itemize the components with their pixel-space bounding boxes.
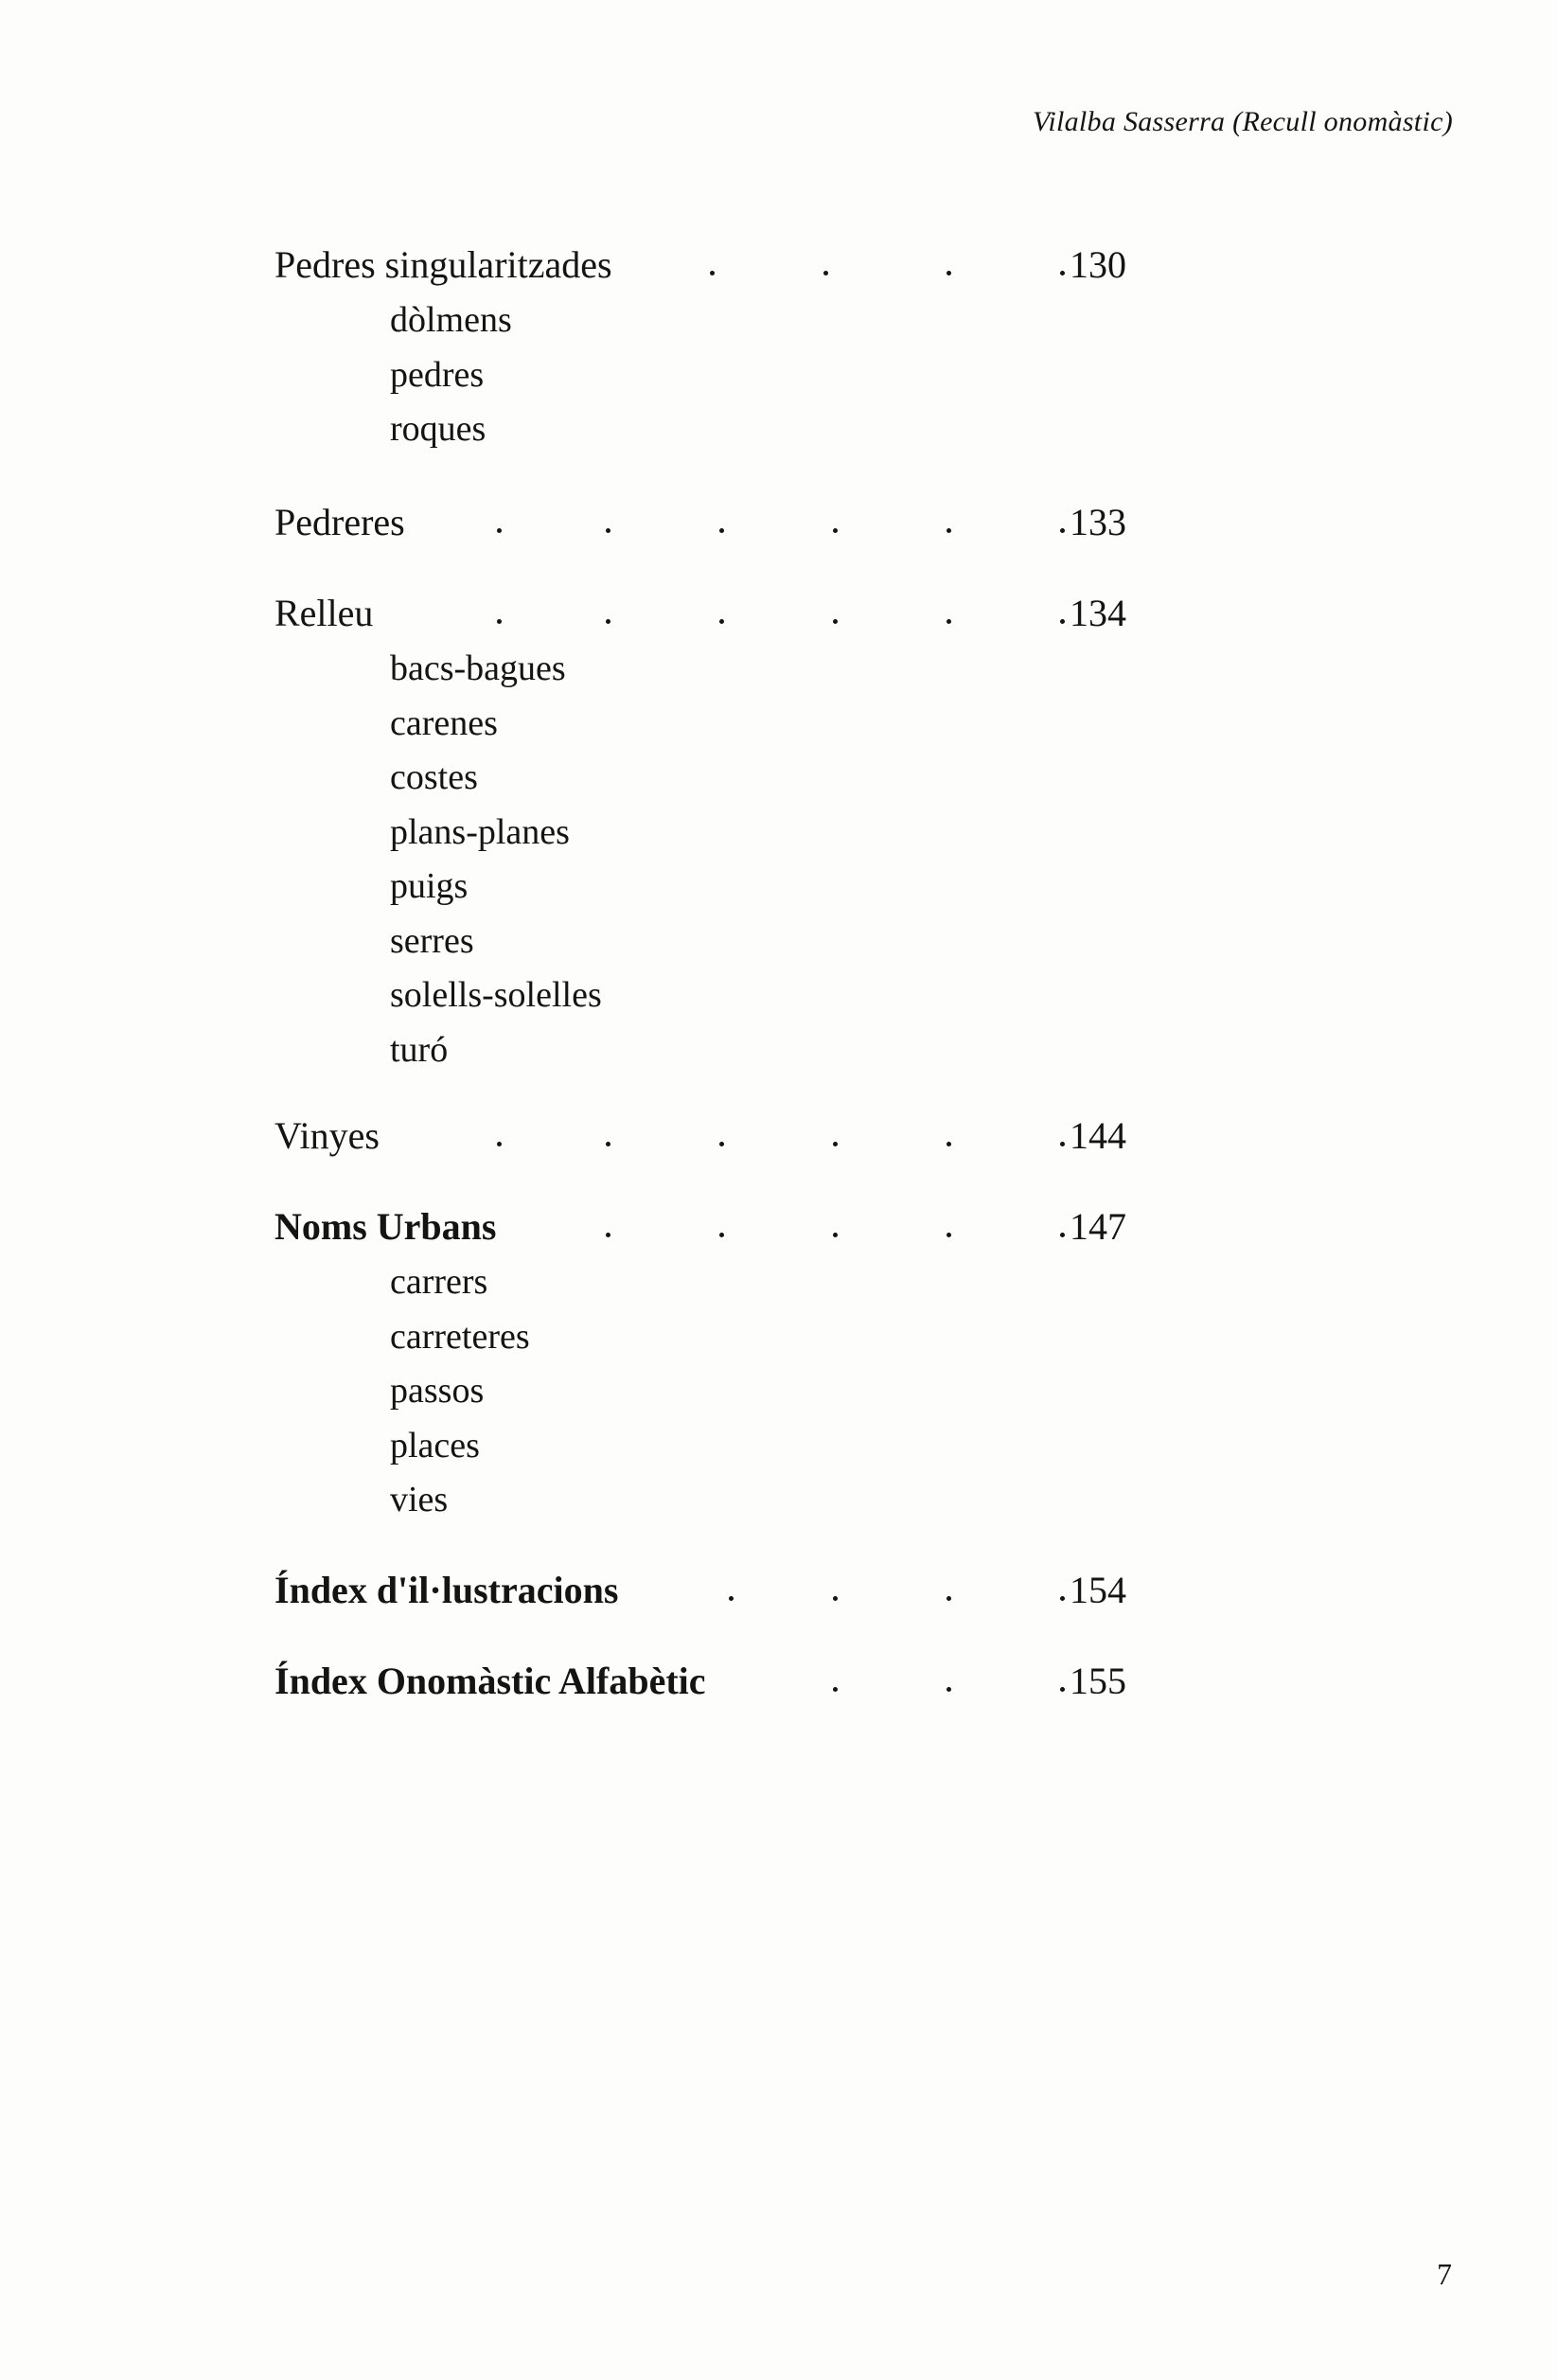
leader-dot — [1060, 271, 1065, 275]
toc-subitem: roques — [390, 409, 487, 449]
toc-entry-line — [274, 1108, 1183, 1164]
toc-entry-line — [274, 1653, 1183, 1710]
toc-entry — [274, 585, 1183, 1077]
leader-dot — [833, 619, 838, 624]
dot-leader — [274, 1199, 1070, 1255]
toc-entry — [274, 1199, 1183, 1528]
leader-dot — [833, 1687, 838, 1692]
toc-entry — [274, 237, 1183, 457]
leader-dot — [1060, 1142, 1065, 1146]
leader-dot — [497, 1142, 502, 1146]
toc-subitem: serres — [390, 920, 474, 961]
dot-leader — [274, 237, 1070, 293]
leader-dot — [1060, 1233, 1065, 1237]
dot-leader — [274, 1562, 1070, 1619]
toc-entry-line — [274, 237, 1183, 293]
toc-subitem: turó — [390, 1029, 449, 1070]
leader-dot — [719, 1142, 724, 1146]
toc-entry-title: Pedres singularitzades — [274, 243, 612, 286]
toc-entry-page: 147 — [1070, 1205, 1126, 1248]
toc-subitem: vies — [390, 1480, 449, 1519]
toc-subitem: passos — [390, 1371, 485, 1411]
leader-dot — [833, 1596, 838, 1601]
toc-entry-line — [274, 1562, 1183, 1619]
leader-dot — [833, 1233, 838, 1237]
toc-subitem: places — [390, 1425, 480, 1465]
leader-dot — [1060, 528, 1065, 533]
toc-subitem: carrers — [390, 1262, 488, 1302]
toc-subitem: costes — [390, 757, 478, 797]
leader-dot — [947, 1596, 951, 1601]
leader-dot — [606, 1233, 610, 1237]
leader-dot — [729, 1596, 734, 1601]
leader-dot — [719, 1233, 724, 1237]
leader-dot — [1060, 619, 1065, 624]
toc-entry-title: Índex Onomàstic Alfabètic — [274, 1660, 706, 1702]
toc-subitem: pedres — [390, 354, 485, 395]
toc-entry-page: 155 — [1070, 1660, 1126, 1702]
toc-subitem: carenes — [390, 702, 498, 743]
leader-dot — [947, 1233, 951, 1237]
toc-entry-title: Relleu — [274, 592, 374, 634]
toc-subitem: carreteres — [390, 1316, 530, 1357]
toc-entry — [274, 1562, 1183, 1619]
toc-entry-title: Vinyes — [274, 1114, 380, 1157]
toc-subitem-list — [274, 1255, 1183, 1528]
toc-entry — [274, 494, 1183, 551]
toc-subitem: solells-solelles — [390, 975, 602, 1015]
leader-dot — [719, 619, 724, 624]
toc-entry-line — [274, 585, 1183, 642]
leader-dot — [947, 619, 951, 624]
leader-dot — [833, 528, 838, 533]
toc-subitem: bacs-bagues — [390, 648, 566, 688]
toc-subitem-list — [274, 293, 1183, 457]
toc-entry-page: 154 — [1070, 1569, 1126, 1611]
toc-subitem-list — [274, 642, 1183, 1077]
toc-entry-title: Noms Urbans — [274, 1205, 497, 1248]
toc-subitem: plans-planes — [390, 811, 570, 852]
dot-leader — [274, 1108, 1070, 1164]
leader-dot — [833, 1142, 838, 1146]
toc-entry-page: 144 — [1070, 1114, 1126, 1157]
leader-dot — [947, 1687, 951, 1692]
dot-leader — [274, 494, 1070, 551]
running-head: Vilalba Sasserra (Recull onomàstic) — [1032, 106, 1453, 137]
leader-dot — [606, 1142, 610, 1146]
toc-entry-title: Índex d'il·lustracions — [274, 1569, 619, 1611]
toc-entry-page: 130 — [1070, 243, 1126, 286]
toc-entry-page: 134 — [1070, 592, 1126, 634]
leader-dot — [497, 619, 502, 624]
dot-leader — [274, 1653, 1070, 1710]
toc-subitem: puigs — [390, 866, 469, 906]
leader-dot — [606, 619, 610, 624]
leader-dot — [947, 528, 951, 533]
leader-dot — [947, 1142, 951, 1146]
toc-entry — [274, 1108, 1183, 1164]
dot-leader — [274, 585, 1070, 642]
toc-entry — [274, 1653, 1183, 1710]
leader-dot — [719, 528, 724, 533]
toc-subitem: dòlmens — [390, 300, 512, 340]
leader-dot — [710, 271, 715, 275]
leader-dot — [1060, 1687, 1065, 1692]
leader-dot — [823, 271, 828, 275]
toc-entry-line — [274, 494, 1183, 551]
leader-dot — [1060, 1596, 1065, 1601]
leader-dot — [497, 528, 502, 533]
toc-entry-page: 133 — [1070, 501, 1126, 543]
toc-entry-title: Pedreres — [274, 501, 405, 543]
leader-dot — [606, 528, 610, 533]
toc-entry-line — [274, 1199, 1183, 1255]
leader-dot — [947, 271, 951, 275]
page-number: 7 — [1437, 2257, 1452, 2291]
